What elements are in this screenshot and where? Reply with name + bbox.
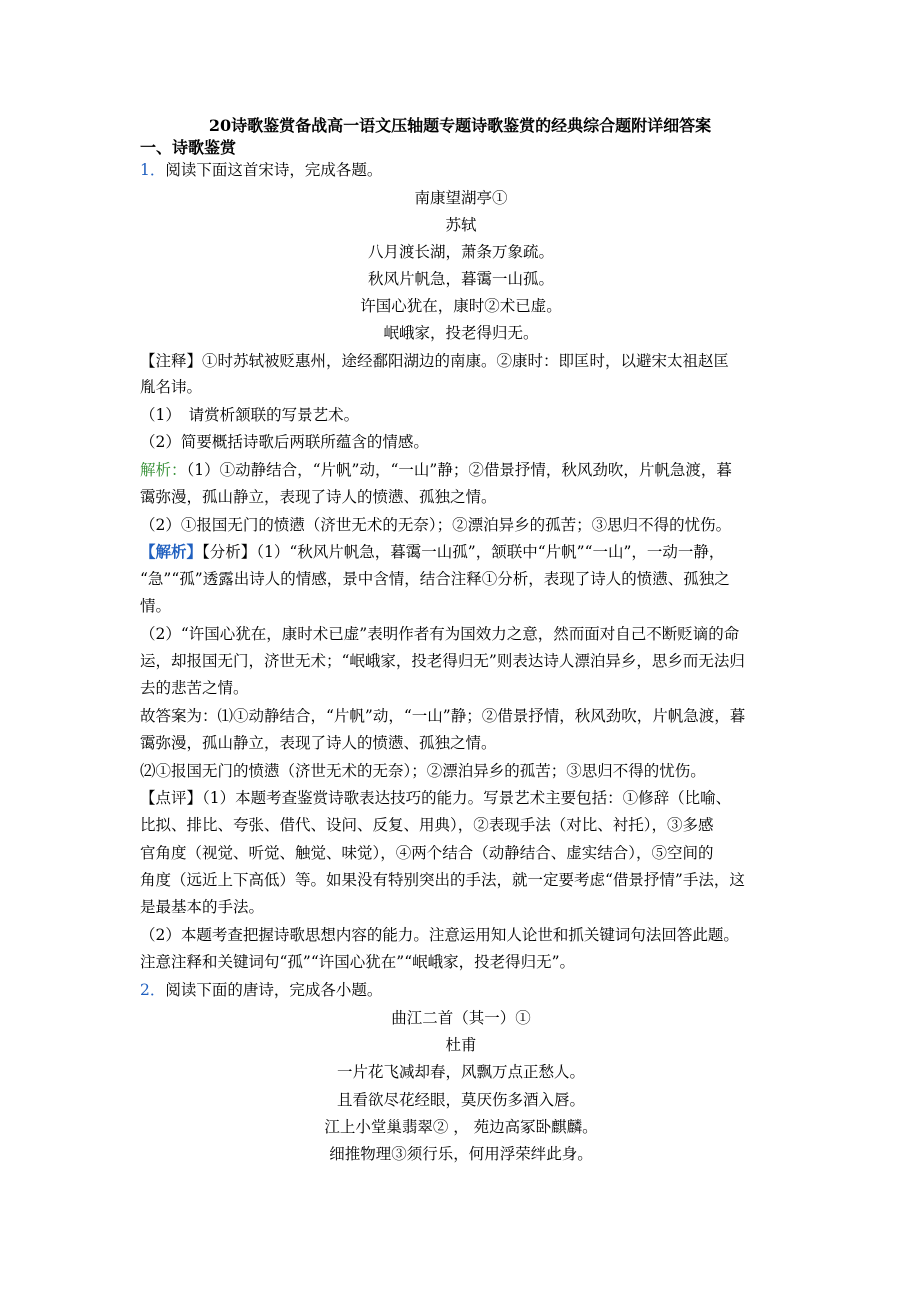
answer-line xyxy=(140,460,782,480)
comment-line: （2）本题考查把握诗歌思想内容的能力。注意运用知人论世和抓关键词句法回答此题。 xyxy=(140,926,739,944)
comment-line: 比拟、排比、夸张、借代、设问、反复、用典），②表现手法（对比、衬托），③多感 xyxy=(140,816,714,834)
question-text: 阅读下面的唐诗，完成各小题。 xyxy=(165,981,383,999)
comment-line: 是最基本的手法。 xyxy=(140,898,265,916)
comment-line: 【点评】（1）本题考查鉴赏诗歌表达技巧的能力。写景艺术主要包括：①修辞（比喻、 xyxy=(140,789,732,807)
final-answer-line: 故答案为：⑴①动静结合，“片帆”动，“一山”静；②借景抒情，秋风劲吹，片帆急渡，暮 xyxy=(140,707,746,725)
answer-line: （2）①报国无门的愤懑（济世无术的无奈）；②漂泊异乡的孤苦；③思归不得的忧伤。 xyxy=(140,516,732,534)
document-title: 20诗歌鉴赏备战高一语文压轴题专题诗歌鉴赏的经典综合题附详细答案 xyxy=(208,116,712,135)
answer-label: 解析： xyxy=(140,461,187,479)
poem-line: 细推物理③须行乐，何用浮荣绊此身。 xyxy=(329,1145,593,1163)
sub-question: （2）简要概括诗歌后两联所蕴含的情感。 xyxy=(140,433,429,451)
poem-author: 杜甫 xyxy=(445,1036,477,1054)
analysis-line: “急”“孤”透露出诗人的情感，景中含情，结合注释①分析，表现了诗人的愤懑、孤独之 xyxy=(140,570,730,588)
sub-question: （1） 请赏析颔联的写景艺术。 xyxy=(140,406,360,424)
analysis-line: 情。 xyxy=(140,597,172,615)
comment-line: 官角度（视觉、听觉、触觉、味觉），④两个结合（动静结合、虚实结合），⑤空间的 xyxy=(140,844,714,862)
analysis-line xyxy=(140,542,782,562)
poem-line: 秋风片帆急，暮霭一山孤。 xyxy=(367,270,554,288)
poem-line: 八月渡长湖，萧条万象疏。 xyxy=(367,243,554,261)
poem-line: 许国心犹在，康时②术已虚。 xyxy=(360,297,562,315)
poem-line: 岷峨家，投老得归无。 xyxy=(383,324,539,342)
annotation-line: 【注释】①时苏轼被贬惠州，途经鄱阳湖边的南康。②康时：即匡时，以避宋太祖赵匡 xyxy=(140,352,730,370)
section-heading: 一、诗歌鉴赏 xyxy=(140,138,237,157)
poem-line: 一片花飞减却春，风飘万点正愁人。 xyxy=(336,1063,585,1081)
analysis-line: （2）“许国心犹在，康时术已虚”表明作者有为国效力之意，然而面对自己不断贬谪的命 xyxy=(140,625,740,643)
poem-line: 且看欲尽花经眼，莫厌伤多酒入唇。 xyxy=(336,1091,585,1109)
final-answer-line: ⑵①报国无门的愤懑（济世无术的无奈）；②漂泊异乡的孤苦；③思归不得的忧伤。 xyxy=(140,762,706,780)
analysis-text: 【分析】（1）“秋风片帆急，暮霭一山孤”，颔联中“片帆”“一山”，一动一静， xyxy=(202,543,725,561)
comment-line: 注意注释和关键词句“孤”“许国心犹在”“岷峨家，投老得归无”。 xyxy=(140,953,576,971)
analysis-line: 运，却报国无门，济世无术；“岷峨家，投老得归无”则表达诗人漂泊异乡，思乡而无法归 xyxy=(140,652,745,670)
poem-line: 江上小堂巢翡翠② ， 苑边高冢卧麒麟。 xyxy=(324,1118,598,1136)
analysis-line: 去的悲苦之情。 xyxy=(140,679,249,697)
poem-title: 曲江二首（其一）① xyxy=(391,1009,531,1027)
final-answer-line: 霭弥漫，孤山静立，表现了诗人的愤懑、孤独之情。 xyxy=(140,734,497,752)
question-number: 2． xyxy=(140,981,166,999)
answer-line: 霭弥漫，孤山静立，表现了诗人的愤懑、孤独之情。 xyxy=(140,488,497,506)
poem-author: 苏轼 xyxy=(445,216,477,234)
answer-text: （1）①动静结合，“片帆”动，“一山”静；②借景抒情，秋风劲吹，片帆急渡，暮 xyxy=(186,461,732,479)
annotation-line: 胤名讳。 xyxy=(140,378,203,396)
question-text: 阅读下面这首宋诗，完成各题。 xyxy=(165,161,383,179)
question-1-prompt xyxy=(140,160,782,180)
question-number: 1． xyxy=(140,161,166,179)
comment-line: 角度（远近上下高低）等。如果没有特别突出的手法，就一定要考虑“借景抒情”手法，这 xyxy=(140,871,745,889)
poem-title: 南康望湖亭① xyxy=(414,189,508,207)
question-2-prompt xyxy=(140,980,782,1000)
analysis-label: 【解析】 xyxy=(140,542,203,561)
